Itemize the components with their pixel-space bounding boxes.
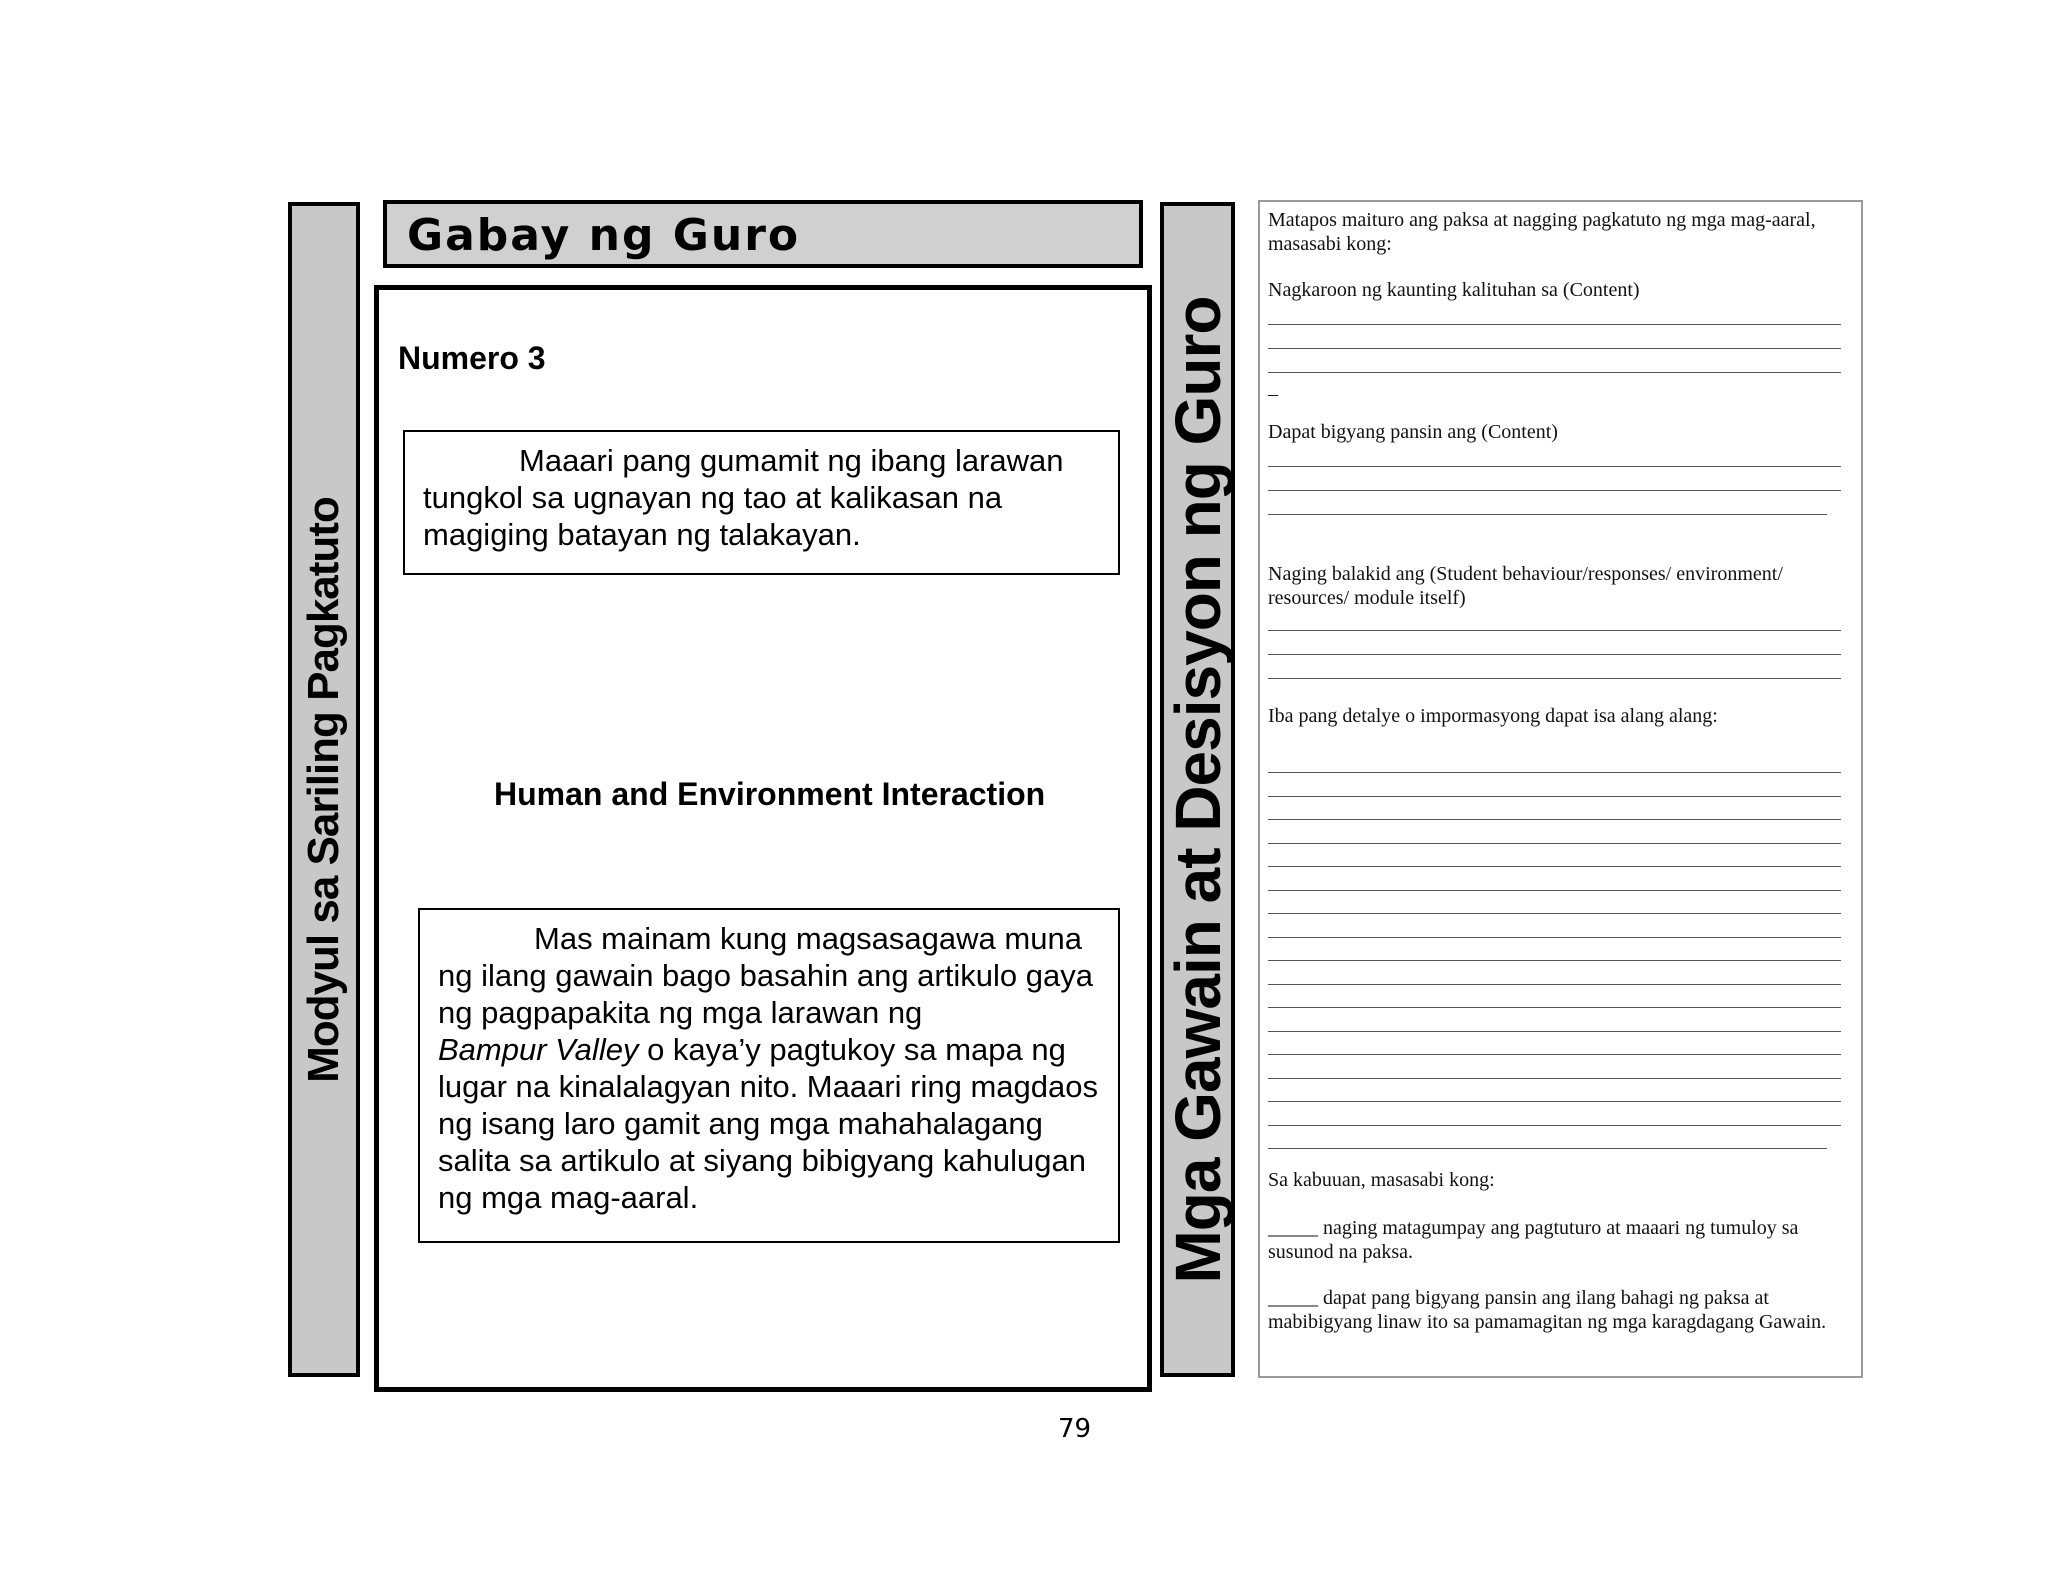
write-line[interactable] — [1268, 1054, 1841, 1055]
form-question-3: Naging balakid ang (Student behaviour/responses/ environment/ resources/ module itself) — [1268, 563, 1783, 609]
write-line[interactable] — [1268, 984, 1841, 985]
page-number: 79 — [1058, 1414, 1092, 1444]
note-2-text-part1: Mas mainam kung magsasagawa muna ng ilang gawain bago basahin ang artikulo gaya ng pagpapakita ng mga larawan ng — [438, 921, 1093, 1030]
write-line[interactable] — [1268, 866, 1841, 867]
write-line[interactable] — [1268, 372, 1841, 373]
form-question-4: Iba pang detalye o impormasyong dapat isa alang alang: — [1268, 705, 1718, 727]
write-line[interactable] — [1268, 960, 1841, 961]
write-line[interactable] — [1268, 1078, 1841, 1079]
write-line[interactable] — [1268, 490, 1841, 491]
form-intro: Matapos maituro ang paksa at nagging pagkatuto ng mga mag-aaral, masasabi kong: — [1268, 209, 1816, 255]
note-1-text: Maaari pang gumamit ng ibang larawan tungkol sa ugnayan ng tao at kalikasan na magiging batayan ng talakayan. — [423, 443, 1064, 552]
mid-vertical-banner — [1160, 202, 1235, 1377]
form-dash: – — [1268, 383, 1278, 405]
form-question-1: Nagkaroon ng kaunting kalituhan sa (Content) — [1268, 279, 1640, 301]
form-option-1: _____ naging matagumpay ang pagtuturo at maaari ng tumuloy sa susunod na paksa. — [1268, 1217, 1799, 1263]
form-question-2: Dapat bigyang pansin ang (Content) — [1268, 421, 1558, 443]
reflection-form — [1258, 200, 1863, 1378]
note-box-1 — [403, 430, 1120, 575]
note-2-italic: Bampur Valley — [438, 1032, 639, 1067]
write-line[interactable] — [1268, 1125, 1841, 1126]
write-line[interactable] — [1268, 819, 1841, 820]
write-line[interactable] — [1268, 514, 1827, 515]
write-line[interactable] — [1268, 348, 1841, 349]
note-box-2 — [418, 908, 1120, 1243]
write-line[interactable] — [1268, 843, 1841, 844]
mid-banner-text: Mga Gawain at Desisyon ng Guro — [1161, 295, 1234, 1284]
write-line[interactable] — [1268, 937, 1841, 938]
write-line[interactable] — [1268, 913, 1841, 914]
write-line[interactable] — [1268, 772, 1841, 773]
write-line[interactable] — [1268, 324, 1841, 325]
note-2-text-part2: o kaya’y pagtukoy sa mapa ng lugar na kinalalagyan nito. Maaari ring magdaos ng isang laro gamit ang mga mahahalagang salita sa artikulo at siyang bibigyang kahulugan ng mga mag-aaral. — [438, 1032, 1099, 1215]
write-line[interactable] — [1268, 678, 1841, 679]
write-line[interactable] — [1268, 466, 1841, 467]
write-line[interactable] — [1268, 1031, 1841, 1032]
write-line[interactable] — [1268, 796, 1841, 797]
write-line[interactable] — [1268, 1148, 1827, 1149]
write-line[interactable] — [1268, 630, 1841, 631]
section-title: Human and Environment Interaction — [494, 776, 1046, 812]
left-banner-text: Modyul sa Sariling Pagkatuto — [299, 496, 348, 1083]
write-line[interactable] — [1268, 654, 1841, 655]
write-line[interactable] — [1268, 1101, 1841, 1102]
form-summary: Sa kabuuan, masasabi kong: — [1268, 1169, 1495, 1191]
left-vertical-banner — [288, 202, 360, 1377]
form-option-2: _____ dapat pang bigyang pansin ang ilang bahagi ng paksa at mabibigyang linaw ito sa pamamagitan ng mga karagdagang Gawain. — [1268, 1287, 1827, 1333]
header-bar — [383, 200, 1143, 268]
page-title: Gabay ng Guro — [407, 210, 801, 261]
section-number: Numero 3 — [398, 340, 546, 376]
write-line[interactable] — [1268, 1007, 1841, 1008]
write-line[interactable] — [1268, 890, 1841, 891]
